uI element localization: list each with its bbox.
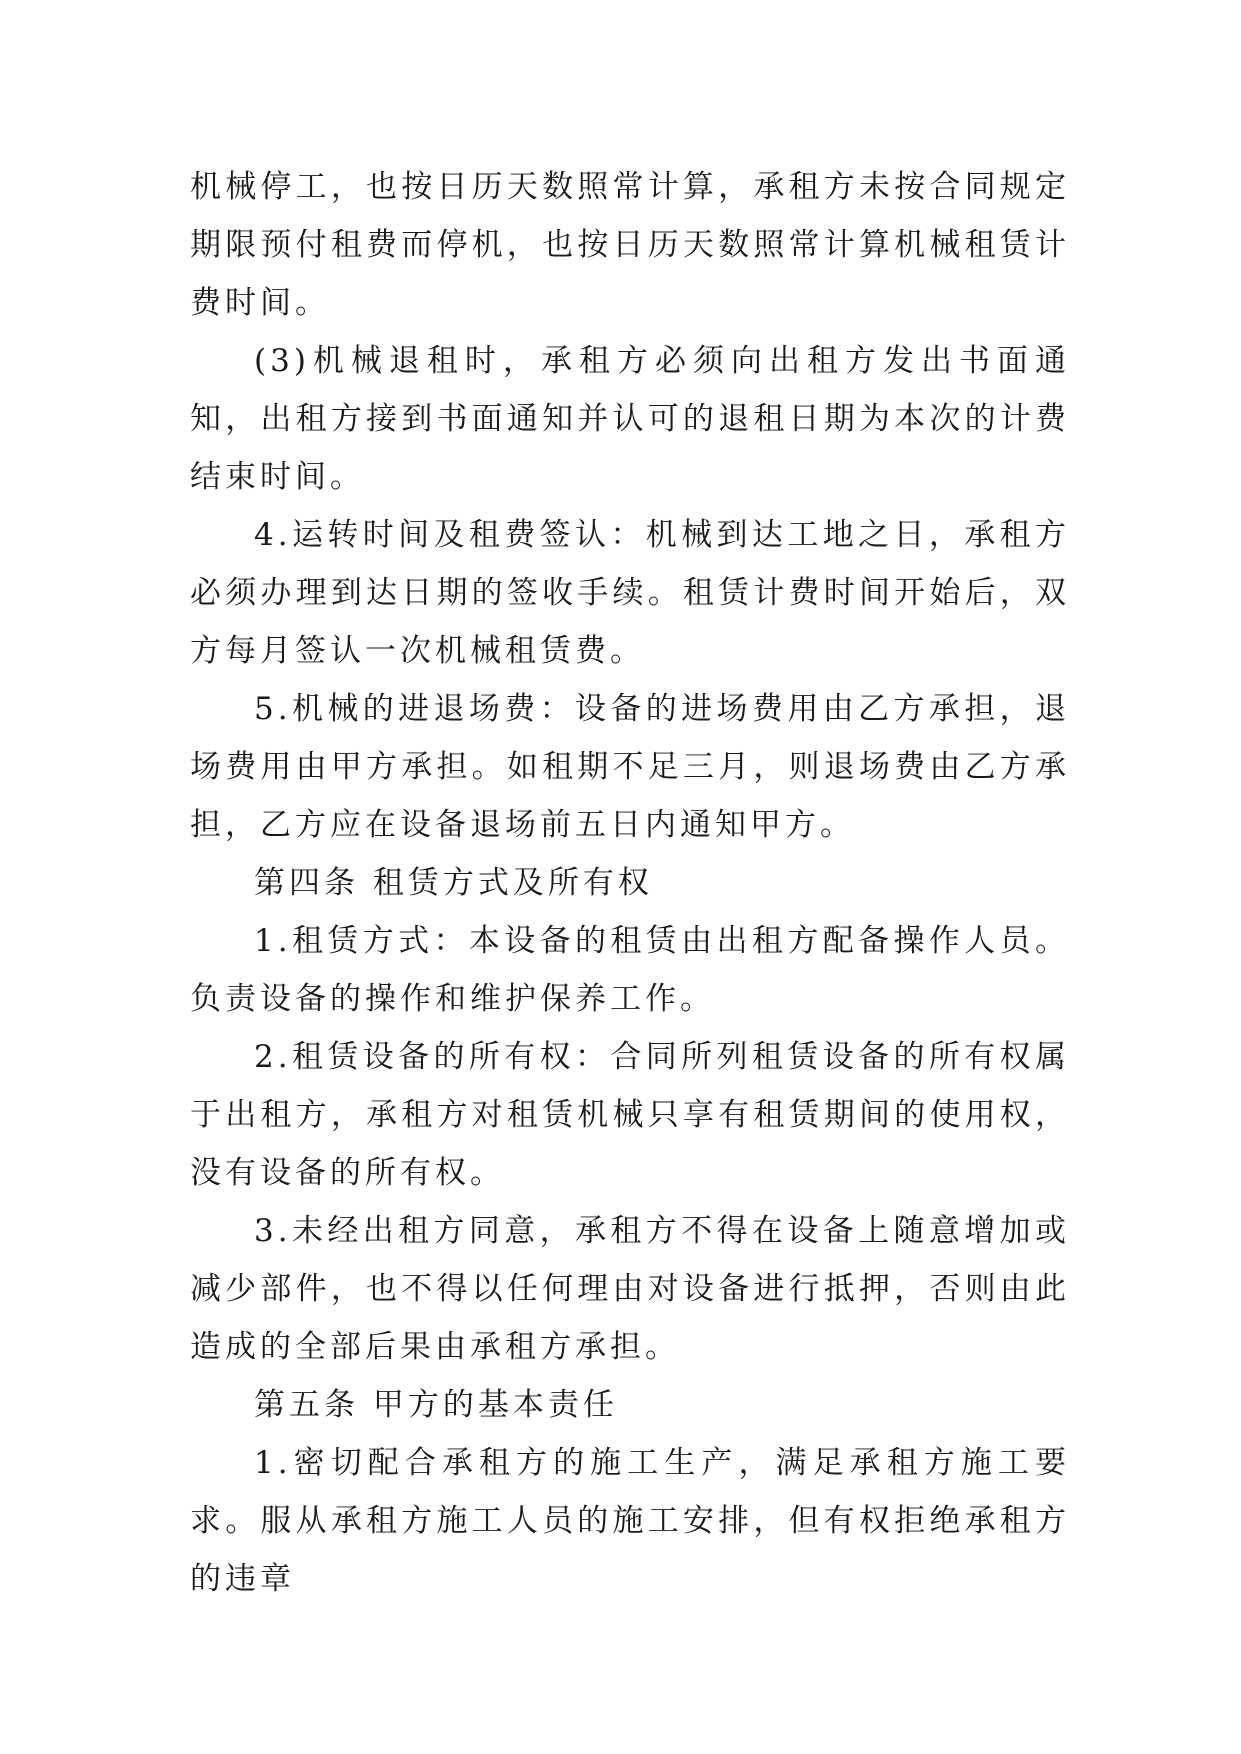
document-body	[190, 158, 1070, 1608]
paragraph-no-modification: 3.未经出租方同意，承租方不得在设备上随意增加或减少部件，也不得以任何理由对设备进行抵押，否则由此造成的全部后果由承租方承担。	[190, 1213, 1070, 1365]
paragraph-party-a-duties: 1.密切配合承租方的施工生产，满足承租方施工要求。服从承租方施工人员的施工安排，但有权拒绝承租方的违章	[190, 1445, 1070, 1597]
section-heading-article-4: 第四条 租赁方式及所有权	[254, 865, 653, 901]
section-heading-article-5: 第五条 甲方的基本责任	[254, 1387, 618, 1423]
paragraph-ownership: 2.租赁设备的所有权：合同所列租赁设备的所有权属于出租方，承租方对租赁机械只享有租赁期间的使用权，没有设备的所有权。	[190, 1039, 1070, 1191]
paragraph-billing-continuation: 机械停工，也按日历天数照常计算，承租方未按合同规定期限预付租费而停机，也按日历天数照常计算机械租赁计费时间。	[190, 169, 1070, 321]
paragraph-lease-method: 1.租赁方式：本设备的租赁由出租方配备操作人员。负责设备的操作和维护保养工作。	[190, 923, 1070, 1017]
paragraph-entry-exit-fees: 5.机械的进退场费：设备的进场费用由乙方承担，退场费用由甲方承担。如租期不足三月，则退场费由乙方承担，乙方应在设备退场前五日内通知甲方。	[190, 691, 1070, 843]
paragraph-operating-time: 4.运转时间及租费签认：机械到达工地之日，承租方必须办理到达日期的签收手续。租赁计费时间开始后，双方每月签认一次机械租赁费。	[190, 517, 1070, 669]
paragraph-return-notice: (3)机械退租时，承租方必须向出租方发出书面通知，出租方接到书面通知并认可的退租日期为本次的计费结束时间。	[190, 343, 1070, 495]
